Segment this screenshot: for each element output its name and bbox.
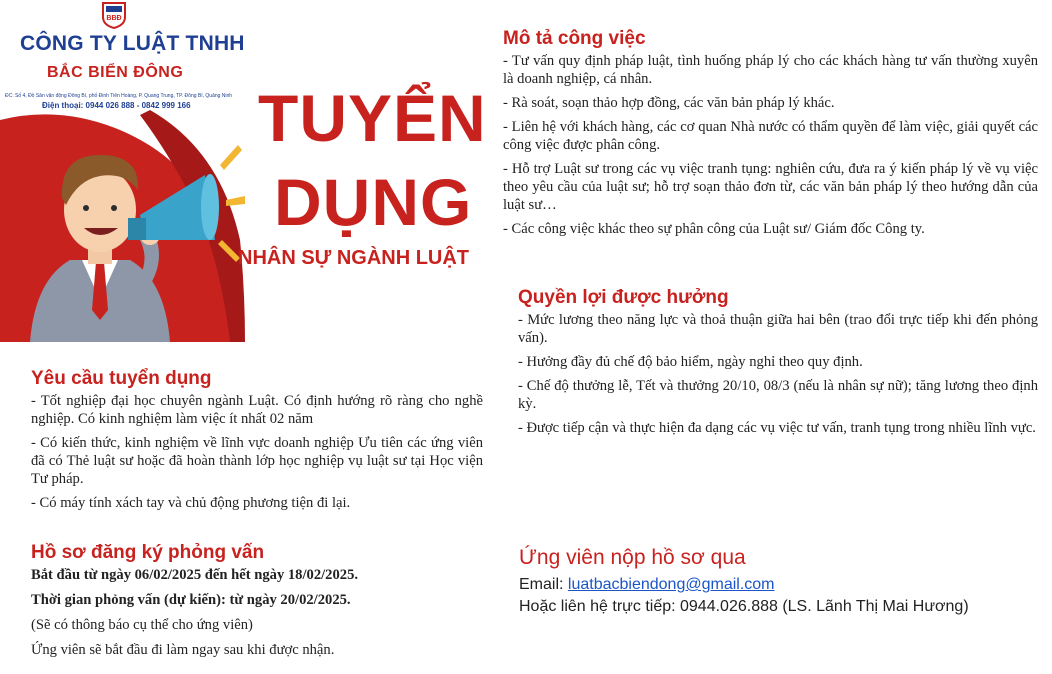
benefits-section xyxy=(518,287,1038,443)
company-logo-block xyxy=(0,0,245,116)
company-name-line1: CÔNG TY LUẬT TNHH xyxy=(20,32,245,55)
apply-contact-section xyxy=(519,546,1039,618)
requirements-item: - Có kiến thức, kinh nghiệm về lĩnh vực doanh nghiệp Ưu tiên các ứng viên đã có Thẻ luật sư hoặc đã hoàn thành lớp học nghiệp vụ luật sư tại Học viện Tư pháp. xyxy=(31,435,483,487)
banner-title-line2: DỤNG xyxy=(274,165,473,239)
requirements-heading: Yêu cầu tuyển dụng xyxy=(31,368,212,389)
company-name-line2: BẮC BIỂN ĐÔNG xyxy=(47,64,184,81)
company-phone: Điện thoại: 0944 026 888 - 0842 999 166 xyxy=(42,101,191,110)
application-heading: Hồ sơ đăng ký phỏng vấn xyxy=(31,542,265,563)
job-description-heading: Mô tả công việc xyxy=(503,28,646,49)
email-label: Email: xyxy=(519,576,568,593)
benefits-item: - Được tiếp cận và thực hiện đa dạng các vụ việc tư vấn, tranh tụng trong nhiều lĩnh vực. xyxy=(518,420,1036,436)
shield-emblem-icon xyxy=(101,1,127,29)
notice-text: (Sẽ có thông báo cụ thể cho ứng viên) xyxy=(31,617,253,633)
interview-time: Thời gian phỏng vấn (dự kiến): từ ngày 20/02/2025. xyxy=(31,592,351,608)
apply-heading: Ứng viên nộp hồ sơ qua xyxy=(519,546,746,569)
job-description-item: - Liên hệ với khách hàng, các cơ quan Nhà nước có thẩm quyền để làm việc, giải quyết các công việc được phân công. xyxy=(503,119,1038,153)
job-description-item: - Hỗ trợ Luật sư trong các vụ việc tranh tụng: nghiên cứu, đưa ra ý kiến pháp lý về vụ việc theo yêu cầu của luật sư; hỗ trợ soạn thảo đơn từ, các văn bản pháp lý theo hướng dẫn của luật sư… xyxy=(503,161,1038,213)
banner-subtitle: NHÂN SỰ NGÀNH LUẬT xyxy=(238,247,470,269)
email-link[interactable]: luatbacbiendong@gmail.com xyxy=(567,576,775,593)
banner-illustration xyxy=(0,110,245,342)
email-line xyxy=(519,574,1039,596)
benefits-item: - Chế độ thưởng lễ, Tết và thưởng 20/10, 08/3 (nếu là nhân sự nữ); tăng lương theo định kỳ. xyxy=(518,378,1038,412)
requirements-item: - Có máy tính xách tay và chủ động phương tiện đi lại. xyxy=(31,495,351,511)
benefits-item: - Hưởng đầy đủ chế độ bảo hiểm, ngày nghỉ theo quy định. xyxy=(518,354,863,370)
job-description-item: - Tư vấn quy định pháp luật, tình huống pháp lý cho các khách hàng tư vấn thường xuyên là doanh nghiệp, cá nhân. xyxy=(503,53,1038,87)
benefits-item: - Mức lương theo năng lực và thoả thuận giữa hai bên (trao đổi trực tiếp khi đến phỏng vấn). xyxy=(518,312,1038,346)
job-description-item: - Các công việc khác theo sự phân công của Luật sư/ Giám đốc Công ty. xyxy=(503,221,925,237)
requirements-item: - Tốt nghiệp đại học chuyên ngành Luật. Có định hướng rõ ràng cho nghề nghiệp. Có kinh nghiệm làm việc ít nhất 02 năm xyxy=(31,393,483,427)
company-address: ĐC: Số 4, Đồ Sân vận động Đông Bí, phố Đinh Tiên Hoàng, P. Quang Trung, TP. Đông Bí, Quảng Ninh xyxy=(5,93,233,99)
requirements-section xyxy=(31,368,483,518)
job-description-item: - Rà soát, soạn thảo hợp đồng, các văn bản pháp lý khác. xyxy=(503,95,835,111)
job-description-section xyxy=(503,28,1038,244)
application-period: Bắt đầu từ ngày 06/02/2025 đến hết ngày 18/02/2025. xyxy=(31,567,359,583)
benefits-heading: Quyền lợi được hưởng xyxy=(518,287,729,308)
phone-contact-line: Hoặc liên hệ trực tiếp: 0944.026.888 (LS. Lãnh Thị Mai Hương) xyxy=(519,598,969,615)
emblem-text: BBĐ xyxy=(106,15,122,22)
application-section xyxy=(31,542,491,666)
start-work-text: Ứng viên sẽ bắt đầu đi làm ngay sau khi được nhận. xyxy=(31,642,335,658)
banner-title-line1: TUYỂN xyxy=(258,81,487,155)
